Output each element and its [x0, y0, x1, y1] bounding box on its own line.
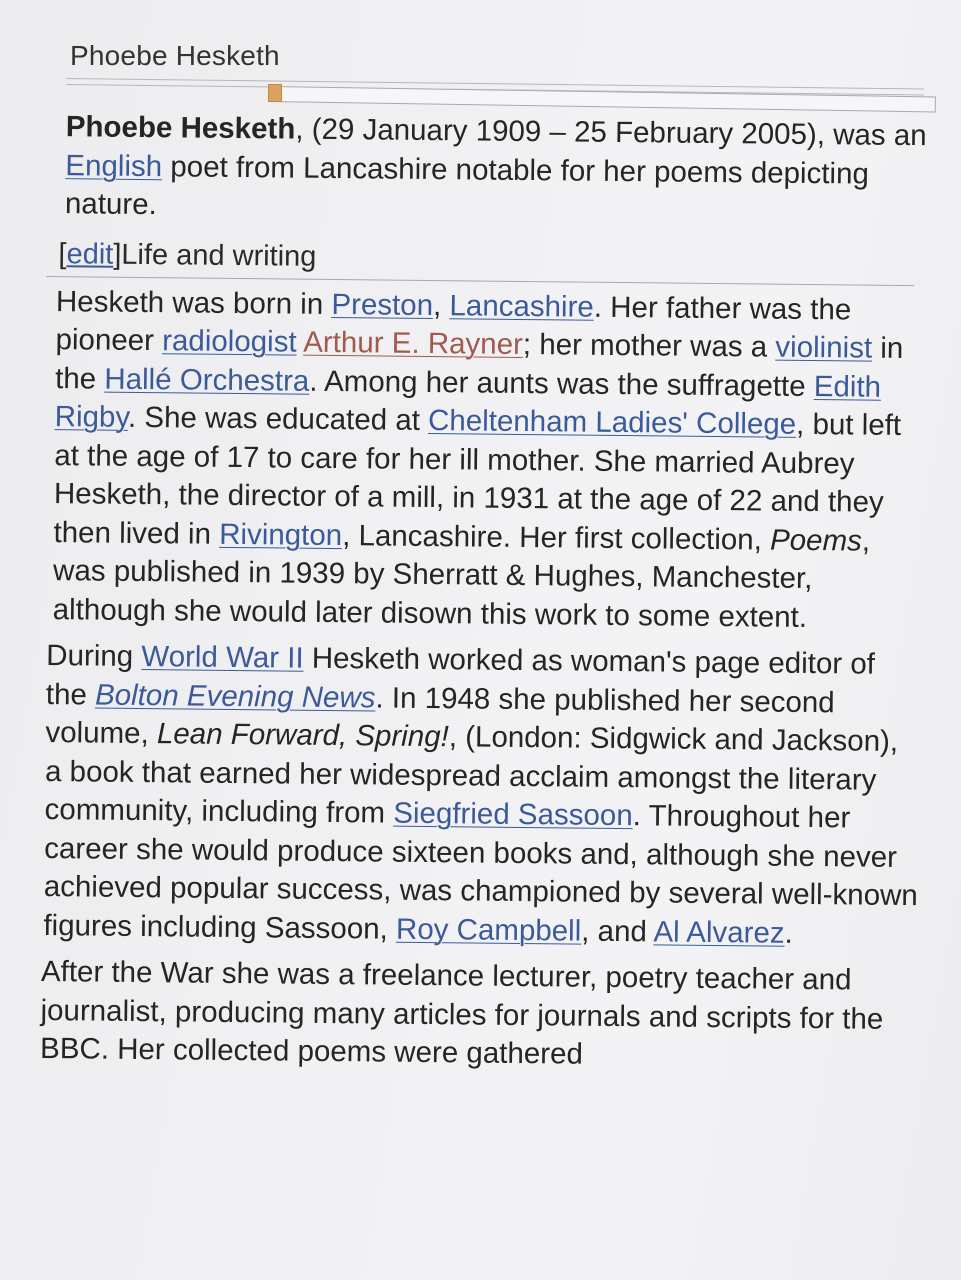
link-world-war-ii[interactable]: World War II — [141, 640, 304, 675]
paragraph-early-life: Hesketh was born in Preston, Lancashire. Her father was the pioneer radiologist Arthur E. Rayner; her mother was a violinist in the Hallé Orchestra. Among her aunts was the suffragette Edith Rigby. She was educated at Cheltenham Ladies' College, but left at the age of 17 to care for her ill mother. She married Aubrey Hesketh, the director of a mill, in 1931 at the age of 22 and they then lived in Rivington, Lancashire. Her first collection, Poems, was published in 1939 by Sherratt & Hughes, Manchester, although she would later disown this work to some extent. — [52, 284, 904, 634]
link-arthur-rayner[interactable]: Arthur E. Rayner — [303, 325, 524, 361]
edit-section-link[interactable]: edit — [66, 237, 114, 271]
link-radiologist[interactable]: radiologist — [162, 324, 297, 359]
article-body — [38, 108, 928, 1078]
link-preston[interactable]: Preston — [331, 287, 434, 322]
subject-name: Phoebe Hesketh — [65, 110, 296, 146]
page-title: Phoebe Hesketh — [70, 40, 280, 71]
title-divider — [66, 78, 924, 89]
link-violinist[interactable]: violinist — [775, 330, 873, 365]
section-heading-life-and-writing: [edit]Life and writing — [46, 235, 914, 285]
work-title-poems: Poems — [769, 523, 863, 558]
link-siegfried-sassoon[interactable]: Siegfried Sassoon — [393, 796, 633, 833]
toolbar-handle[interactable] — [268, 84, 282, 102]
link-edith-rigby[interactable]: Edith Rigby — [54, 369, 882, 434]
intro-paragraph: Phoebe Hesketh, (29 January 1909 – 25 February 2005), was an English poet from Lancashire notable for her poems depicting nature. — [64, 110, 927, 222]
section-title: Life and writing — [121, 238, 317, 273]
paragraph-after-the-war: After the War she was a freelance lecturer, poetry teacher and journalist, producing many articles for journals and scripts for the BBC. Her collected poems were gathered — [39, 954, 884, 1071]
link-halle-orchestra[interactable]: Hallé Orchestra — [104, 362, 310, 398]
link-english[interactable]: English — [65, 148, 163, 183]
paragraph-war-years: During World War II Hesketh worked as woman's page editor of the Bolton Evening News. In 1948 she published her second volume, Lean Forward, Spring!, (London: Sidgwick and Jackson), a book that earned her widespread acclaim amongst the literary community, including from Siegfried Sassoon. Throughout her career she would produce sixteen books and, although she never achieved popular success, was championed by several well-known figures including Sassoon, Roy Campbell, and Al Alvarez. — [43, 639, 918, 950]
link-cheltenham-ladies-college[interactable]: Cheltenham Ladies' College — [427, 403, 797, 441]
link-bolton-evening-news[interactable]: Bolton Evening News — [94, 678, 376, 714]
link-rivington[interactable]: Rivington — [219, 517, 343, 552]
link-roy-campbell[interactable]: Roy Campbell — [395, 912, 582, 948]
link-lancashire[interactable]: Lancashire — [449, 288, 594, 324]
work-title-lean-forward-spring: Lean Forward, Spring! — [156, 717, 449, 754]
link-al-alvarez[interactable]: Al Alvarez — [653, 914, 785, 950]
